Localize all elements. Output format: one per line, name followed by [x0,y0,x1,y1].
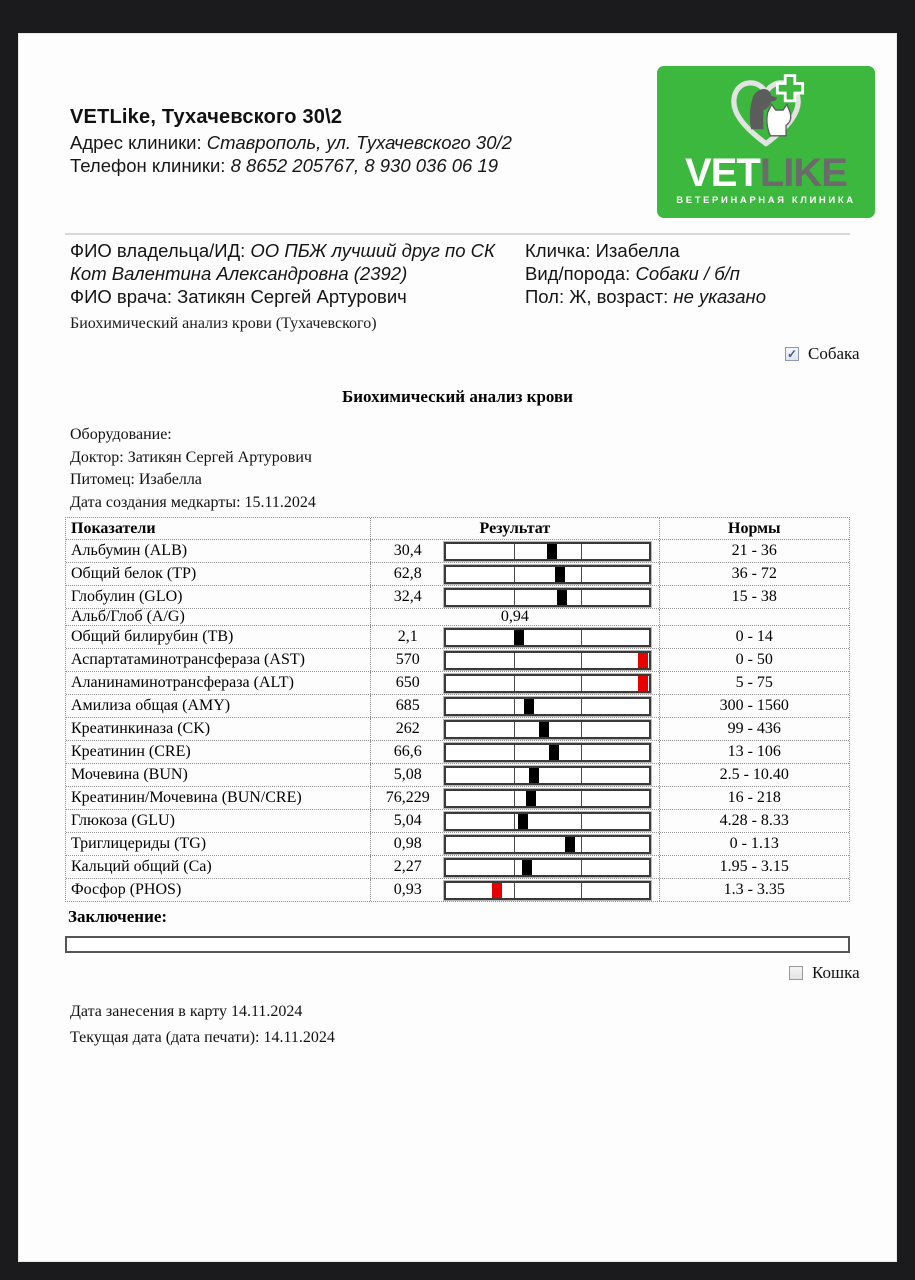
cat-checkbox-row [789,963,860,983]
logo-subtitle: ВЕТЕРИНАРНАЯ КЛИНИКА [676,195,856,206]
result-value: 66,6 [393,743,422,760]
result-marker [565,837,575,852]
pet-nickname-line [525,239,860,262]
result-cell [370,833,659,855]
header-result: Результат [370,518,659,539]
table-row [66,786,849,809]
result-bar [444,858,651,877]
table-row [66,855,849,878]
result-bar [444,674,651,693]
pet-sex-line [525,285,860,308]
analyte-name: Амилиза общая (AMY) [71,697,231,714]
result-cell [370,609,659,625]
owner-label: ФИО владельца/ИД: [70,240,246,261]
owner-left-column [70,239,525,308]
result-marker [522,860,532,875]
result-bar [444,743,651,762]
result-value: 5,08 [393,766,422,783]
norm-value: 2.5 - 10.40 [719,766,789,783]
card-date-line: Дата создания медкарты: 15.11.2024 [70,493,316,511]
result-marker [529,768,539,783]
conclusion-label: Заключение: [68,907,168,926]
result-marker [526,791,536,806]
logo-word-vet: VET [685,151,760,195]
report-page [18,33,897,1262]
norm-value: 16 - 218 [727,789,781,806]
result-bar [444,835,651,854]
vetlike-logo [657,66,875,218]
analyte-name: Общий билирубин (TB) [71,628,234,645]
result-value: 2,27 [393,858,422,875]
pet-line: Питомец: Изабелла [70,471,202,488]
table-row [66,625,849,648]
dog-checkbox[interactable]: ✓ [786,347,798,361]
result-value: 262 [395,720,420,737]
analyte-name: Общий белок (TP) [71,565,197,582]
clinic-address-label: Адрес клиники: [70,132,202,153]
report-info-block [70,424,316,514]
norm-value: 0 - 50 [735,651,773,668]
norm-value: 1.3 - 3.35 [723,881,785,898]
result-value: 0,94 [500,608,529,625]
result-cell [370,764,659,786]
lab-results-table [65,517,850,902]
result-bar [444,720,651,739]
owner-block [70,239,860,308]
result-marker [518,814,528,829]
norm-value: 15 - 38 [731,588,777,605]
result-cell [370,540,659,562]
conclusion-input[interactable] [65,936,850,953]
nickname-value: Изабелла [595,240,680,261]
footer-dates [70,999,335,1051]
equipment-line: Оборудование: [70,426,172,443]
result-bar [444,565,651,584]
result-value: 0,93 [393,881,422,898]
species-label: Вид/порода: [525,263,631,284]
report-subtitle: Биохимический анализ крови (Тухачевского) [70,315,377,332]
print-date-line: Текущая дата (дата печати): 14.11.2024 [70,1029,335,1046]
sex-label: Пол: Ж, возраст: [525,286,669,307]
clinic-header [70,103,650,177]
analyte-name: Триглицериды (TG) [71,835,207,852]
norm-value: 99 - 436 [727,720,781,737]
table-row [66,694,849,717]
table-row [66,648,849,671]
table-row [66,809,849,832]
entry-date-line: Дата занесения в карту 14.11.2024 [70,1003,303,1020]
result-marker [524,699,534,714]
result-cell [370,879,659,901]
result-value: 30,4 [393,542,422,559]
result-cell [370,626,659,648]
result-marker [539,722,549,737]
result-value: 685 [395,697,420,714]
result-bar [444,881,651,900]
result-marker [638,653,648,668]
result-bar [444,588,651,607]
clinic-address-value: Ставрополь, ул. Тухачевского 30/2 [206,132,512,153]
result-value: 76,229 [385,789,430,806]
analyte-name: Альб/Глоб (A/G) [71,609,185,625]
result-cell [370,810,659,832]
table-row [66,763,849,786]
analyte-name: Глюкоза (GLU) [71,812,175,829]
norm-value: 0 - 1.13 [729,835,779,852]
result-marker [555,567,565,582]
result-cell [370,586,659,608]
logo-emblem [718,72,814,156]
analyte-name: Глобулин (GLO) [71,588,183,605]
header-divider [65,233,850,235]
lab-table-body [66,539,849,901]
table-row [66,585,849,608]
table-row [66,671,849,694]
pet-species-line [525,262,860,285]
doctor-label: ФИО врача: [70,286,172,307]
doctor-value: Затикян Сергей Артурович [177,286,407,307]
clinic-phone-value: 8 8652 205767, 8 930 036 06 19 [230,155,499,176]
norm-value: 5 - 75 [735,674,773,691]
result-value: 5,04 [393,812,422,829]
doctor-line: Доктор: Затикян Сергей Артурович [70,448,312,466]
clinic-address [70,131,650,154]
analyte-name: Креатинин (CRE) [71,743,191,760]
result-bar [444,697,651,716]
result-value: 62,8 [393,565,422,582]
table-row [66,878,849,901]
result-bar [444,812,651,831]
analyte-name: Аланинаминотрансфераза (ALT) [71,674,294,691]
analyte-name: Фосфор (PHOS) [71,881,182,898]
result-cell [370,718,659,740]
result-bar [444,542,651,561]
result-value: 32,4 [393,588,422,605]
species-value: Собаки / б/п [635,263,740,284]
result-value: 0,98 [393,835,422,852]
cat-checkbox-label: Кошка [812,963,860,982]
clinic-phone-label: Телефон клиники: [70,155,226,176]
result-cell [370,856,659,878]
analyte-name: Мочевина (BUN) [71,766,188,783]
norm-value: 300 - 1560 [719,697,789,714]
cat-checkbox[interactable] [789,966,803,980]
result-marker [514,630,524,645]
result-marker [547,544,557,559]
result-bar [444,651,651,670]
result-value: 2,1 [397,628,418,645]
nickname-label: Кличка: [525,240,591,261]
table-row [66,740,849,763]
table-row [66,562,849,585]
result-value: 650 [395,674,420,691]
table-row [66,717,849,740]
header-norms: Нормы [728,519,781,537]
table-header-row [66,518,849,539]
table-row [66,539,849,562]
analyte-name: Креатинин/Мочевина (BUN/CRE) [71,789,302,806]
cat-icon [767,104,791,135]
clinic-name: VETLike, Тухачевского 30\2 [70,106,343,128]
header-indicators: Показатели [71,519,156,537]
analyte-name: Альбумин (ALB) [71,542,188,559]
result-bar [444,789,651,808]
logo-wordmark [685,151,847,195]
dog-checkbox-label: Собака [808,344,860,363]
norm-value: 4.28 - 8.33 [719,812,789,829]
clinic-phone [70,154,650,177]
logo-word-like: LIKE [759,151,847,195]
result-marker [492,883,502,898]
analyte-name: Кальций общий (Ca) [71,858,212,875]
result-value: 570 [395,651,420,668]
norm-value: 1.95 - 3.15 [719,858,789,875]
owner-value: ОО ПБЖ лучший друг по СК Кот Валентина Александровна (2392) [70,240,495,284]
analyte-name: Креатинкиназа (CK) [71,720,211,737]
dog-checkbox-row [785,344,860,364]
norm-value [660,609,850,625]
result-cell [370,563,659,585]
result-cell [370,672,659,694]
result-bar [444,766,651,785]
result-marker [557,590,567,605]
table-row [66,608,849,625]
norm-value: 13 - 106 [727,743,781,760]
analyte-name: Аспартатаминотрансфераза (AST) [71,651,305,668]
norm-value: 36 - 72 [731,565,777,582]
norm-value: 21 - 36 [731,542,777,559]
result-marker [638,676,648,691]
table-row [66,832,849,855]
result-cell [370,649,659,671]
result-marker [549,745,559,760]
norm-value: 0 - 14 [735,628,773,645]
result-cell [370,787,659,809]
result-cell [370,741,659,763]
age-value: не указано [673,286,767,307]
report-title: Биохимический анализ крови [342,387,573,406]
result-cell [370,695,659,717]
pet-right-column [525,239,860,308]
result-bar [444,628,651,647]
